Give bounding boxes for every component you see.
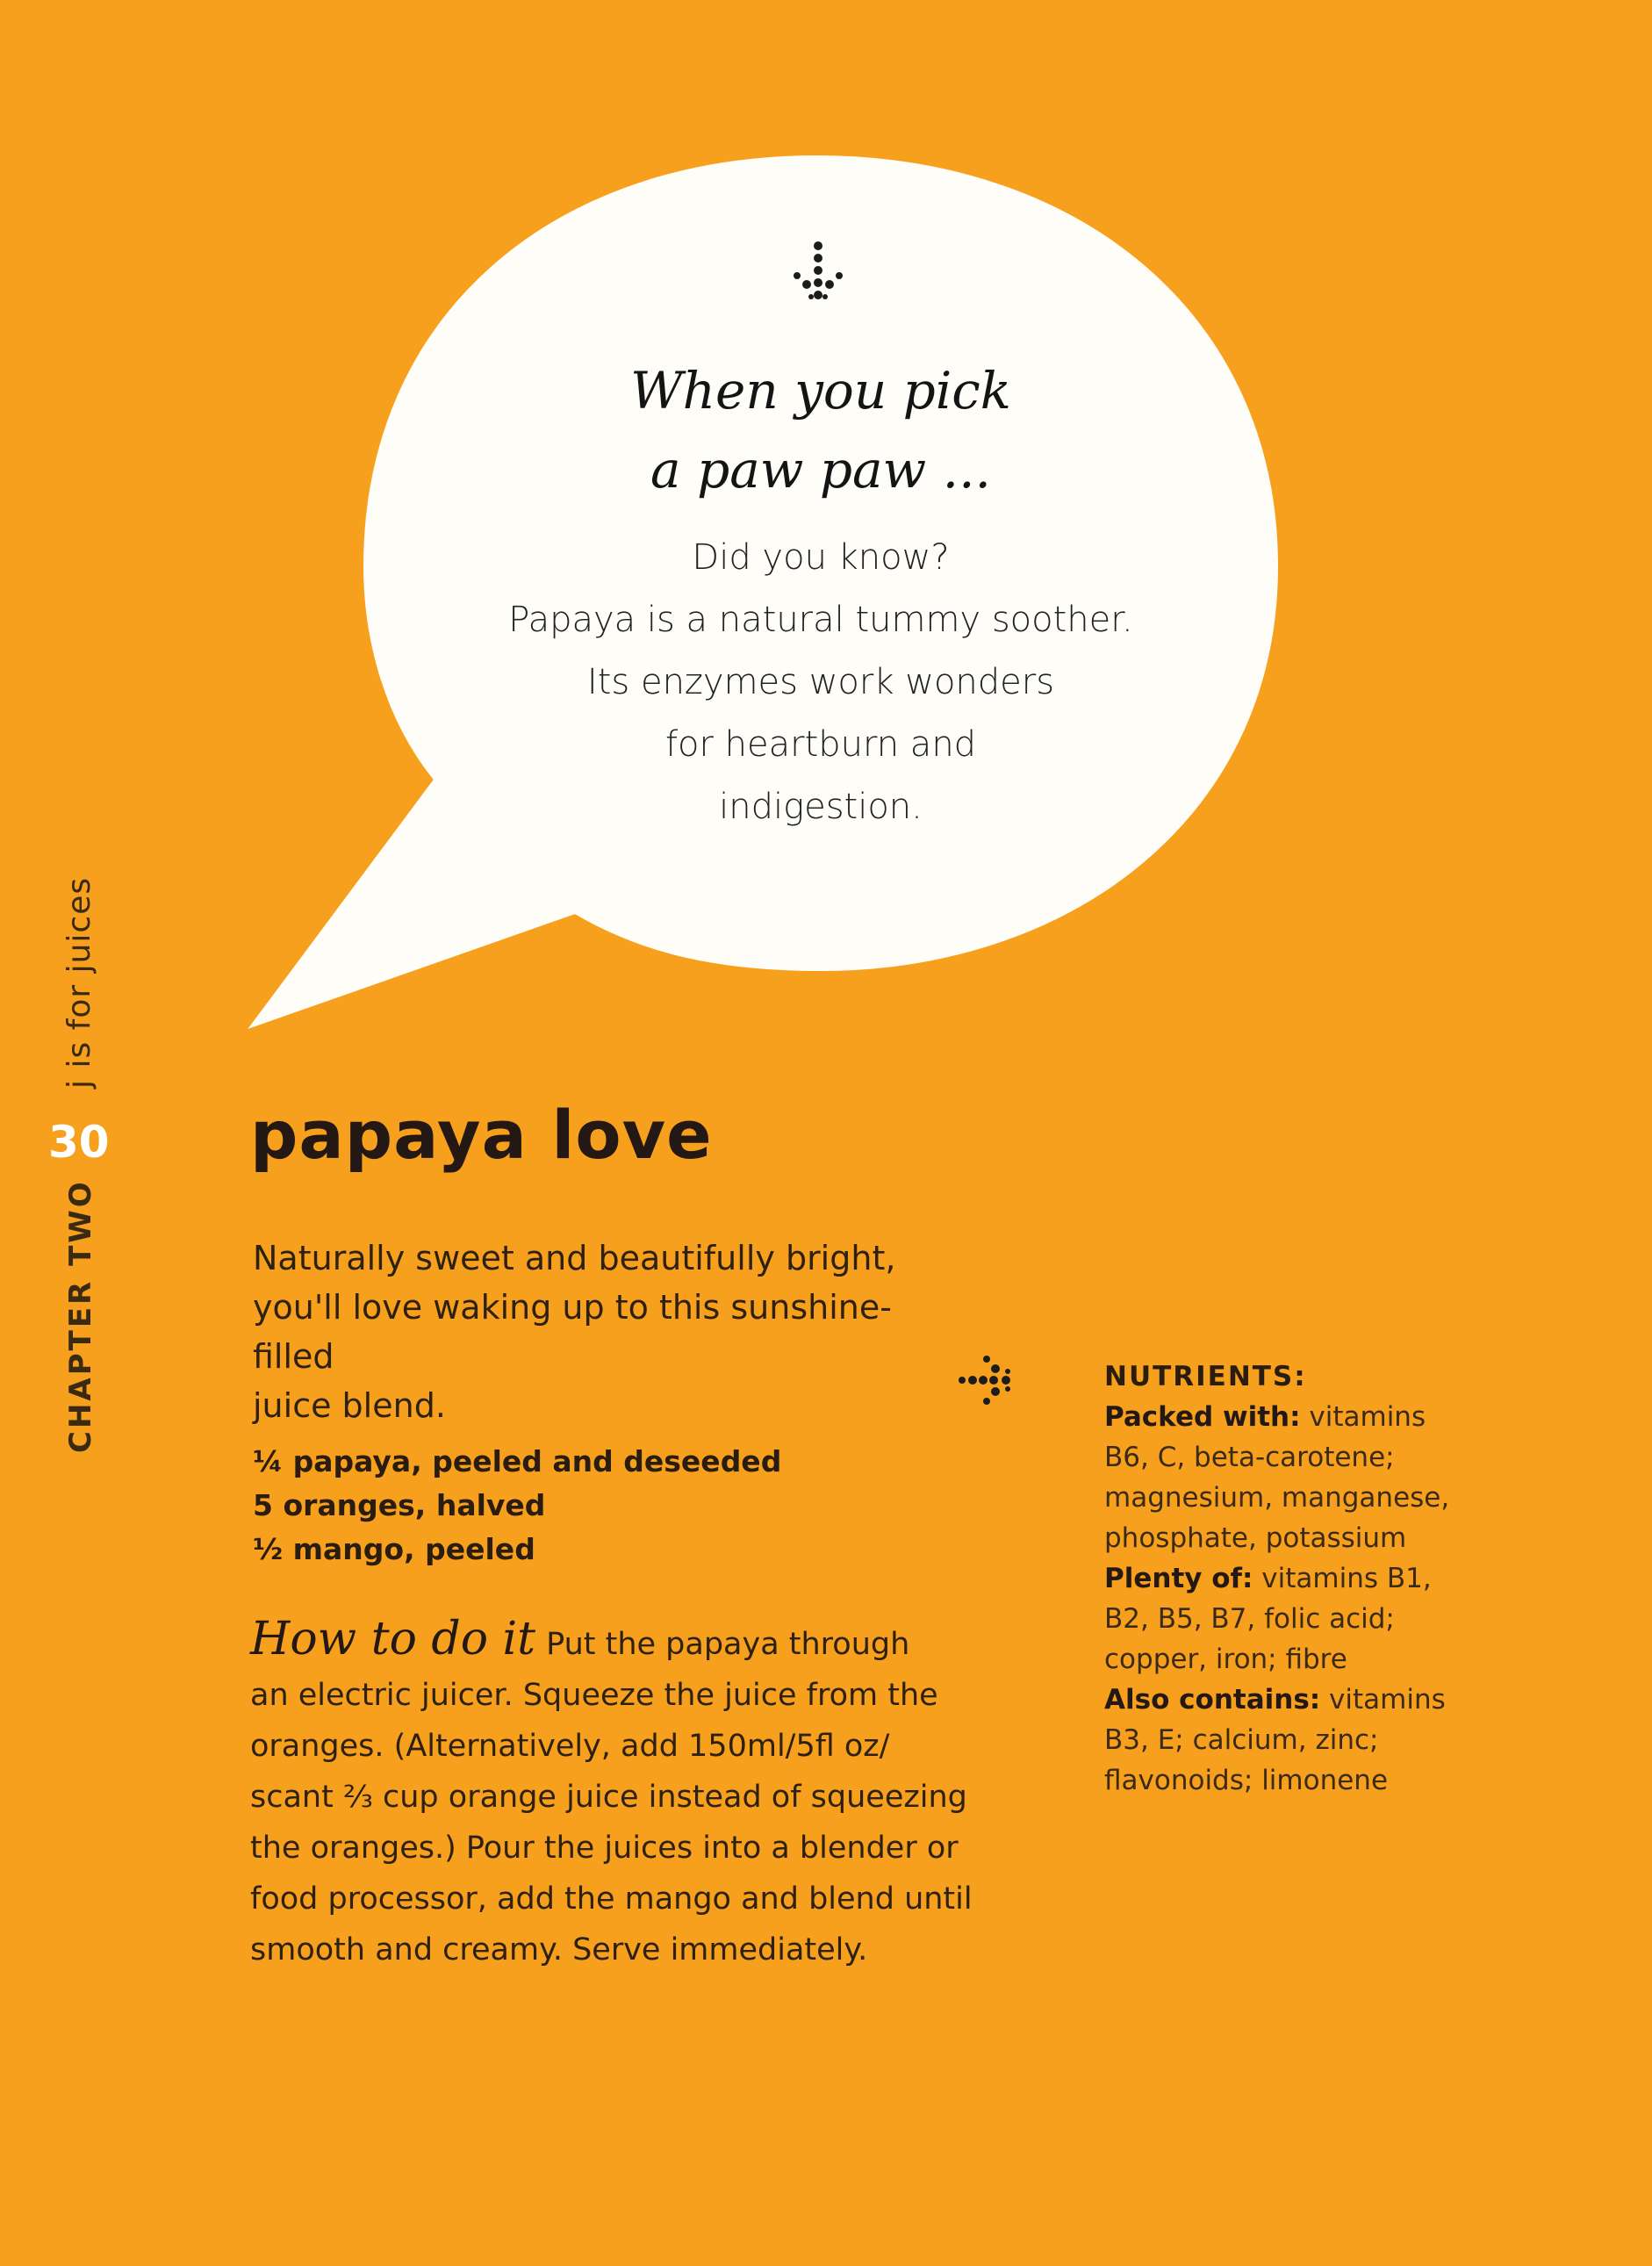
method-line: an electric juicer. Squeeze the juice from the <box>250 1678 938 1713</box>
bubble-body-line: for heartburn and <box>664 724 977 765</box>
method-first-line <box>250 1614 970 1670</box>
bubble-heading-line: a paw paw ... <box>650 440 991 500</box>
bubble-body-line: Its enzymes work wonders <box>586 662 1055 702</box>
packed-text: vitamins <box>1300 1401 1426 1433</box>
dotted-arrow-right-icon <box>957 1354 1027 1406</box>
bubble-body-line: Papaya is a natural tummy soother. <box>508 600 1133 640</box>
method-line: oranges. (Alternatively, add 150ml/5fl oz/ <box>250 1729 890 1764</box>
also-text: B3, E; calcium, zinc; <box>1104 1724 1379 1756</box>
ingredient-item: 5 oranges, halved <box>253 1488 546 1522</box>
method-line: Put the papaya through <box>546 1627 910 1662</box>
nutrients-line <box>1104 1558 1473 1599</box>
bubble-heading <box>369 351 1273 509</box>
ingredients-list <box>253 1440 973 1572</box>
also-text: vitamins <box>1320 1684 1446 1716</box>
plenty-label: Plenty of: <box>1104 1563 1253 1594</box>
method-line: food processor, add the mango and blend until <box>250 1881 973 1917</box>
packed-text: magnesium, manganese, <box>1104 1482 1450 1514</box>
ingredient-item: ½ mango, peeled <box>253 1532 535 1566</box>
nutrients-line <box>1104 1680 1473 1720</box>
nutrients-title: NUTRIENTS: <box>1104 1361 1307 1392</box>
nutrients-line <box>1104 1397 1473 1437</box>
method-line: smooth and creamy. Serve immediately. <box>250 1932 868 1967</box>
method-line: the oranges.) Pour the juices into a blender or <box>250 1831 959 1866</box>
packed-text: B6, C, beta-carotene; <box>1104 1442 1395 1473</box>
ingredient-item: ¼ papaya, peeled and deseeded <box>253 1444 782 1478</box>
recipe-intro-line: you'll love waking up to this sunshine-filled <box>253 1288 892 1376</box>
recipe-title: papaya love <box>250 1096 713 1174</box>
series-title: j is for juices <box>61 876 97 1089</box>
recipe-intro <box>253 1234 973 1430</box>
bubble-body <box>369 527 1273 838</box>
also-label: Also contains: <box>1104 1684 1321 1716</box>
method <box>250 1613 973 1975</box>
bubble-body-line: indigestion. <box>719 787 923 827</box>
plenty-text: vitamins B1, <box>1253 1563 1432 1594</box>
method-line: scant ⅔ cup orange juice instead of squeezing <box>250 1780 967 1815</box>
chapter-label: CHAPTER TWO <box>63 1179 98 1453</box>
dotted-arrow-down-icon <box>792 239 844 309</box>
plenty-text: copper, iron; fibre <box>1104 1644 1347 1675</box>
plenty-text: B2, B5, B7, folic acid; <box>1104 1603 1395 1635</box>
also-text: flavonoids; limonene <box>1104 1765 1389 1796</box>
bubble-body-line: Did you know? <box>692 537 950 578</box>
bubble-heading-line: When you pick <box>630 361 1011 421</box>
packed-label: Packed with: <box>1104 1401 1301 1433</box>
method-heading: How to do it <box>250 1613 536 1665</box>
page-number: 30 <box>48 1117 110 1168</box>
recipe-intro-line: juice blend. <box>253 1386 446 1425</box>
recipe-intro-line: Naturally sweet and beautifully bright, <box>253 1239 896 1277</box>
nutrients-panel <box>1104 1356 1473 1801</box>
packed-text: phosphate, potassium <box>1104 1522 1407 1554</box>
